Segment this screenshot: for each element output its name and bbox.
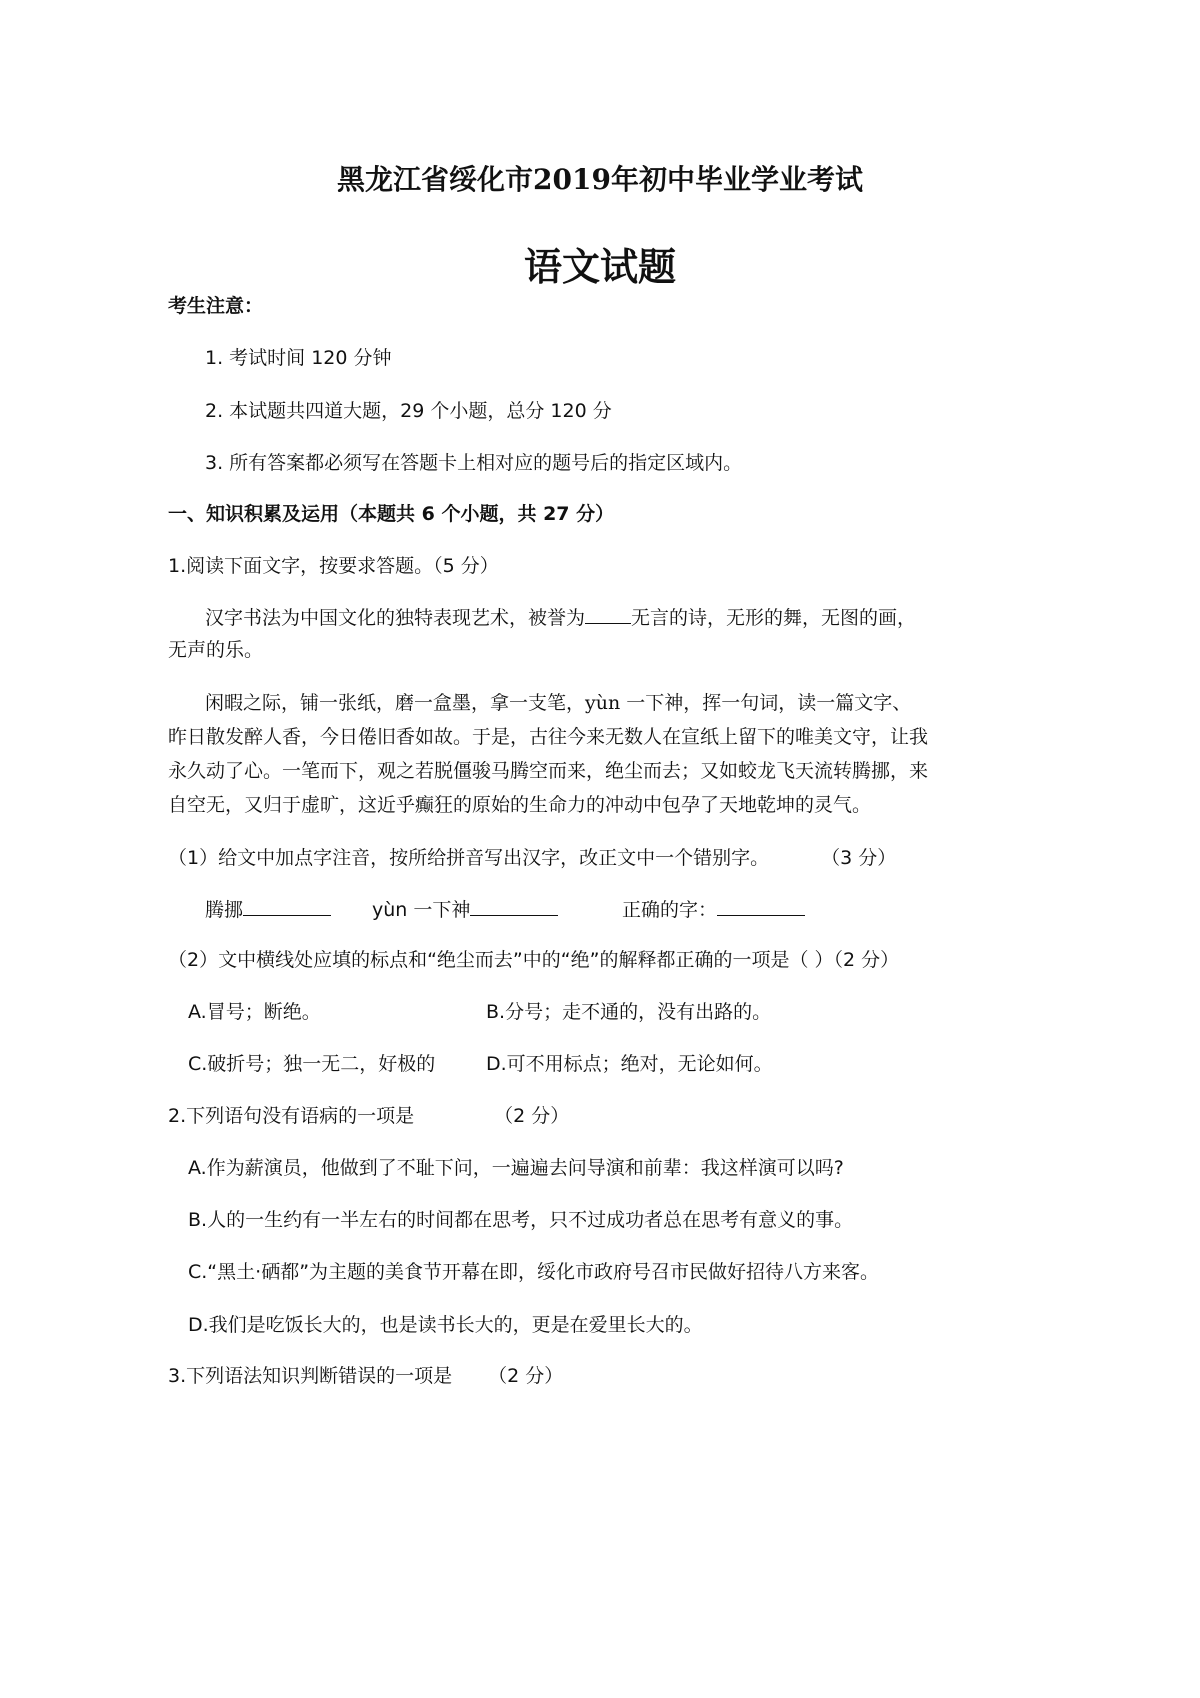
passage-para-1-line-1 [205, 604, 916, 632]
q2-option-d[interactable]: D.我们是吃饭长大的，也是读书长大的，更是在爱里长大的。 [188, 1314, 703, 1336]
sub-question-1-stem: （1）给文中加点字注音，按所给拼音写出汉字，改正文中一个错别字。 [168, 847, 770, 869]
option-b[interactable]: B.分号；走不通的，没有出路的。 [486, 1001, 772, 1023]
answer-blank-3[interactable] [717, 914, 805, 916]
answer-label-3: 正确的字： [622, 899, 718, 921]
question-3-stem: 3.下列语法知识判断错误的一项是 [168, 1365, 453, 1387]
question-2-stem: 2.下列语句没有语病的一项是 [168, 1105, 415, 1127]
question-2 [168, 1102, 569, 1130]
passage-para-2-line-3: 永久动了心。一笔而下，观之若脱僵骏马腾空而来，绝尘而去；又如蛟龙飞天流转腾挪，来 [168, 760, 929, 782]
q2-option-a[interactable]: A.作为薪演员，他做到了不耻下问，一遍遍去问导演和前辈：我这样演可以吗? [188, 1157, 844, 1179]
notice-item-2: 2. 本试题共四道大题，29 个小题，总分 120 分 [205, 400, 612, 422]
exam-subtitle: 语文试题 [523, 244, 676, 289]
answer-field-3 [622, 896, 805, 924]
answer-field-1 [205, 896, 331, 924]
answer-blank-2[interactable] [470, 914, 558, 916]
sub-question-1 [168, 844, 896, 872]
option-d[interactable]: D.可不用标点；绝对，无论如何。 [486, 1053, 773, 1075]
notice-item-1: 1. 考试时间 120 分钟 [205, 347, 392, 369]
question-3 [168, 1362, 563, 1390]
passage-text: 汉字书法为中国文化的独特表现艺术，被誉为 [205, 607, 586, 629]
passage-para-2-line-2: 昨日散发醉人香，今日倦旧香如故。于是，古往今来无数人在宣纸上留下的唯美文守，让我 [168, 726, 929, 748]
answer-label-2: yùn 一下神 [372, 899, 471, 921]
sub-question-2-stem: （2）文中横线处应填的标点和“绝尘而去”中的“绝”的解释都正确的一项是（ ）（2 分） [168, 949, 900, 971]
passage-text: 无言的诗，无形的舞，无图的画， [631, 607, 917, 629]
q2-option-c[interactable]: C.“黑土·硒都”为主题的美食节开幕在即，绥化市政府号召市民做好招待八方来客。 [188, 1261, 880, 1283]
question-1-stem: 1.阅读下面文字，按要求答题。（5 分） [168, 555, 499, 577]
q2-option-b[interactable]: B.人的一生约有一半左右的时间都在思考，只不过成功者总在思考有意义的事。 [188, 1209, 854, 1231]
answer-label-1: 腾挪 [205, 899, 244, 921]
question-3-score: （2 分） [488, 1365, 564, 1387]
sub-question-1-score: （3 分） [821, 847, 897, 869]
option-a[interactable]: A.冒号；断绝。 [188, 1001, 321, 1023]
question-2-score: （2 分） [494, 1105, 570, 1127]
notice-heading: 考生注意： [168, 295, 264, 317]
passage-para-2-line-1: 闲暇之际，铺一张纸，磨一盒墨，拿一支笔，yùn 一下神，挥一句词，读一篇文字、 [205, 692, 912, 714]
section-1-heading: 一、知识积累及运用（本题共 6 个小题，共 27 分） [168, 503, 615, 525]
option-c[interactable]: C.破折号；独一无二，好极的 [188, 1053, 436, 1075]
passage-para-1-line-2: 无声的乐。 [168, 639, 264, 661]
fill-blank-punctuation[interactable] [585, 622, 631, 624]
exam-title: 黑龙江省绥化市2019年初中毕业学业考试 [337, 163, 863, 196]
answer-field-2 [372, 896, 558, 924]
answer-blank-1[interactable] [243, 914, 331, 916]
notice-item-3: 3. 所有答案都必须写在答题卡上相对应的题号后的指定区域内。 [205, 452, 743, 474]
passage-para-2-line-4: 自空无，又归于虚旷，这近乎癫狂的原始的生命力的冲动中包孕了天地乾坤的灵气。 [168, 794, 872, 816]
